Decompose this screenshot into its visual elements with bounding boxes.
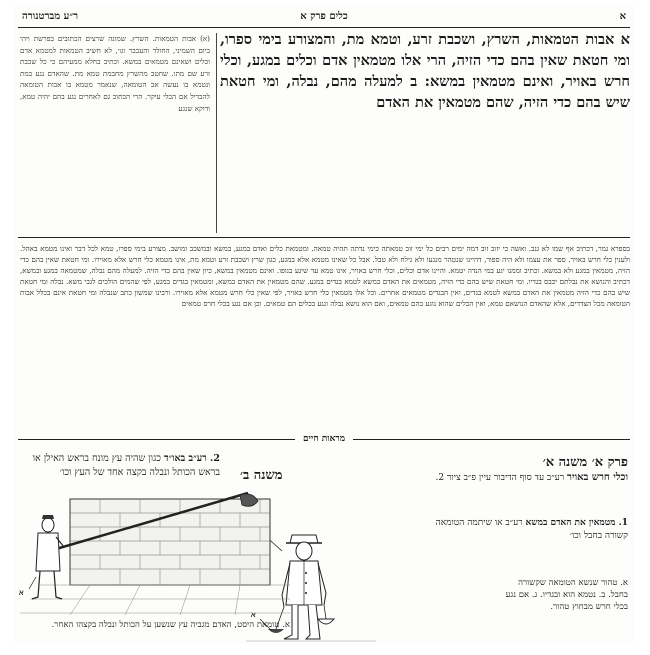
item1-text: רע״ב או שיתמה הטומאה קשורה בחבל וכו׳ <box>435 518 628 541</box>
header-page-letter: א <box>619 11 626 22</box>
page <box>14 5 634 645</box>
page-header <box>14 11 634 27</box>
section-label <box>14 433 634 444</box>
illustration-wall-lifting <box>20 489 290 617</box>
item2-title: 2. רע״ב באו״ד <box>163 453 220 464</box>
item2-text: כגון שהיה עץ מונח בראש האילן או בראש הכותל ונבלה בקצה אחד של העץ וכו׳ <box>32 453 220 478</box>
brick-wall <box>70 499 270 585</box>
commentary-text: בספרא גמר, דכתיב אף שמו לא גנב. ואשה כי יזוב זוב דמה ימים רבים כל ימי זוב טמאתה כימי נדתה תהיה טמאה. ומטמאת כלים ואדם במגע, במשא ובמשכב ומושב. מצורע בימי ספרו, טמא לכל דבר ואינו מטמא באהל. ולענין כלי חרש באויר. ספר את עצמו ולא היה ספור, דהיינו שנטהר מנגעו ולא גילח ולא טבל. אבל כל שאינו מטמא אלא במגע, כגון שרץ ושכבת זרע וטמא מת, אינו מטמא כלי חרש אלא מאוירו. ומי חטאת שאין בהם כדי הזיה, מטמאין במגע ולא במשא. וכתיב וממנו יגע במי הנדה יטמא. והיינו אדם וכלים, וכלי חרש באויר, אינו טמא עד שיגע בגופו. ואינם מטמאין במשא, כיון שאין בהם כדי הזיה. למעלה מהם נבלה, שמטמאה במגע ובמשא, דכתיב והנושא את נבלתם יכבס בגדיו. ומי חטאת שיש בהם כדי הזיה, מטמאים את האדם במשא לטמא בגדים במגע. שהם מטמאין את האדם במשא, ומטמאין בגדים במגע, לפי שהמים הולכים לגבי משא. נבלה ומי חטאת שיש בהם כדי הזיה מטמאין את האדם במשא לטמא בגדים, ואין הבגדים מטמאים אחרים. וכל אלו מטמאין כלי חרש באויר, לפי שאין כלי חרש מטמא אלא מאוירו. ורבינו שמשון כתב שנבלה ומי חטאת אינם בכלל אבות הטומאה מכל הצדדים, אלא שהאדם הנושאם טמא, ואין הכלים שהוא נוגע בהם טמאים, ואם הוא נושא נבלה ונגע בכלים הם טמאים. וכן אם נגע בכלי חרס טמאים <box>20 244 630 309</box>
vessel-icon <box>318 619 334 624</box>
chapter-title: פרק א׳ משנה א׳ <box>542 455 628 470</box>
section-label-text: מראות חיים <box>295 434 353 444</box>
side-note: (א) אבות הטמאות. השרץ. שמונה שרצים הכתובים בפרשת ויהי ביום השמיני, החולד והעכבר וגו׳, לא חשיב הטמאות למטמא אדם וכלים ושאינם מטמאים במשא. וכתיב בחלא ממעיהם כי כל שכבת זרע שם מתו. שחטב מהשרץ מחבמת טמא מת. שהאדם נגע במת ונטמא בו נעשה אב הטומאה, שנאמר מטמא בו אבות הטומאה להבדיל אם הכלי עיקר. הרי הכתוב גם לאחרים נגע בהם יהיה טמא, ודוקא שנגע <box>20 34 210 113</box>
header-title: כלים פרק א <box>300 11 348 22</box>
item1-block <box>428 517 628 543</box>
floor-tiles <box>20 585 290 615</box>
sub-ref: רע״ב עד סוף הדיבור עיין פ״ב ציור 2. <box>435 473 565 483</box>
mishnah-b-label: משנה ב׳ <box>240 468 283 483</box>
item1-title: 1. מטמאין את האדם במשא <box>525 518 628 528</box>
item2-block <box>20 452 220 480</box>
column-divider <box>216 33 217 233</box>
header-rule <box>18 27 630 28</box>
commentary-rule <box>18 237 630 238</box>
mishnah-text: א אבות הטמאות, השרץ, ושכבת זרע, וטמא מת, והמצורע בימי ספרו, ומי חטאת שאין בהם כדי הזיה, הרי אלו מטמאין אדם וכלים במגע, וכלי חרש באויר, ואינם מטמאין במשא: ב למעלה מהם, נבלה, ומי חטאת שיש בהם כדי הזיה, שהם מטמאין את האדם <box>220 31 630 111</box>
person-figure <box>32 515 64 599</box>
fig1-label-a: א <box>18 588 24 597</box>
sub-heading-block <box>428 471 628 485</box>
head-shape <box>296 542 312 560</box>
caption-a-left: א. טומאת היסט, האדם מגביה עץ שנשען על הכותל ונבלה בקצהו האחר. <box>51 620 290 630</box>
sub-heading: וכלי חרש באויר <box>567 472 628 483</box>
header-commentary-title: ר״ע מברטנורה <box>22 11 79 22</box>
fig2-label-a: א <box>250 610 256 619</box>
caption-a-right: א. טהור שנשא הטומאה שקשורה בחבל. ב. נטמא הוא ובגדיו. ג. אם נגע בכלי חרש מבחוץ טהור. <box>505 578 628 612</box>
